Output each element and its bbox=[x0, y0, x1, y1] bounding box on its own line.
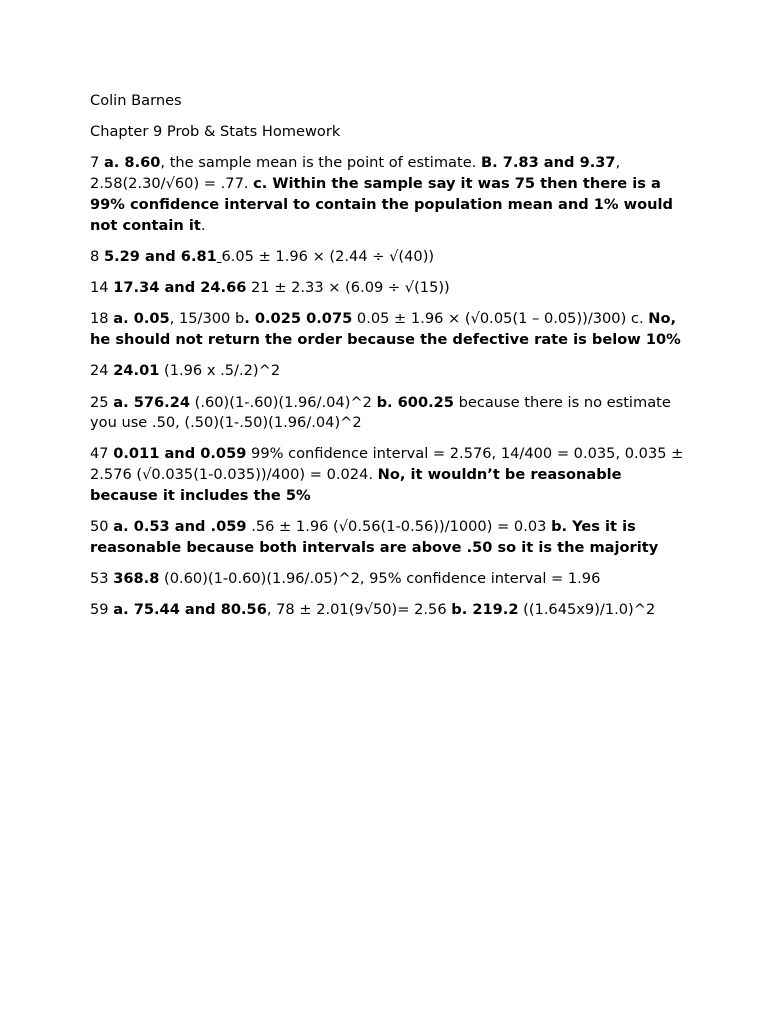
answer-text: b. Yes it is reasonable because both intervals are above .50 so it is the majority bbox=[90, 518, 659, 557]
answer-text: 368.8 bbox=[113, 570, 160, 588]
work-text: .56 ± 1.96 (√0.56(1-0.56))/1000) = 0.03 bbox=[246, 518, 552, 536]
problem-14 bbox=[90, 278, 690, 299]
problem-number: 18 bbox=[90, 310, 109, 328]
work-text: (.60)(1-.60)(1.96/.04)^2 bbox=[190, 393, 377, 411]
work-text: ((1.645x9)/1.0)^2 bbox=[518, 601, 656, 619]
document-title: Chapter 9 Prob & Stats Homework bbox=[90, 123, 341, 141]
answer-text: b. 219.2 bbox=[451, 601, 519, 619]
problem-47 bbox=[90, 444, 690, 506]
author-name: Colin Barnes bbox=[90, 92, 182, 109]
problem-number: 14 bbox=[90, 279, 109, 297]
work-text: 21 ± 2.33 × (6.09 ÷ √(15)) bbox=[246, 279, 450, 297]
answer-text: No, it wouldn’t be reasonable because it includes the 5% bbox=[90, 466, 622, 505]
work-text: , 15/300 b bbox=[169, 310, 245, 328]
work-text: (1.96 x .5/.2)^2 bbox=[159, 362, 281, 380]
work-text: , 2.58(2.30/√60) = .77. bbox=[90, 154, 621, 193]
problem-list bbox=[90, 153, 690, 621]
problem-number: 24 bbox=[90, 362, 109, 380]
problem-25 bbox=[90, 393, 690, 435]
work-text: , 78 ± 2.01(9√50)= 2.56 bbox=[266, 601, 452, 619]
problem-number: 50 bbox=[90, 518, 109, 536]
work-text: (0.60)(1-0.60)(1.96/.05)^2, 95% confidence interval = 1.96 bbox=[159, 570, 601, 588]
work-text: , the sample mean is the point of estimate. bbox=[160, 154, 481, 172]
problem-number: 59 bbox=[90, 601, 109, 619]
document-page bbox=[90, 91, 690, 632]
work-text: 99% confidence interval = 2.576, 14/400 = 0.035, 0.035 ± 2.576 (√0.035(1-0.035))/400) = 0.024. bbox=[90, 445, 684, 484]
problem-50 bbox=[90, 517, 690, 559]
problem-7 bbox=[90, 153, 690, 236]
answer-text: c. Within the sample say it was 75 then there is a 99% confidence interval to contain the population mean and 1% would not contain it bbox=[90, 175, 673, 234]
problem-59 bbox=[90, 600, 690, 621]
problem-number: 7 bbox=[90, 154, 100, 172]
work-text: because there is no estimate you use .50, (.50)(1-.50)(1.96/.04)^2 bbox=[90, 393, 671, 432]
work-text: 0.05 ± 1.96 × (√0.05(1 – 0.05))/300) c. bbox=[352, 310, 649, 328]
answer-text: B. 7.83 and 9.37 bbox=[480, 154, 616, 172]
answer-text: a. 0.05 bbox=[113, 310, 170, 328]
problem-number: 53 bbox=[90, 570, 109, 588]
problem-number: 25 bbox=[90, 393, 109, 411]
answer-text: 24.01 bbox=[113, 362, 160, 380]
problem-18 bbox=[90, 309, 690, 351]
answer-text: a. 75.44 and 80.56 bbox=[113, 601, 267, 619]
answer-text: 5.29 and 6.81 bbox=[103, 247, 217, 265]
work-text: . bbox=[200, 216, 206, 234]
answer-text: 17.34 and 24.66 bbox=[113, 279, 247, 297]
problem-number: 8 bbox=[90, 247, 100, 265]
answer-text: a. 0.53 and .059 bbox=[113, 518, 247, 536]
problem-53 bbox=[90, 569, 690, 590]
answer-text: a. 8.60 bbox=[103, 154, 161, 172]
answer-text: 0.011 and 0.059 bbox=[113, 445, 247, 463]
problem-number: 47 bbox=[90, 445, 109, 463]
answer-text: a. 576.24 bbox=[113, 393, 191, 411]
problem-8 bbox=[90, 247, 690, 268]
answer-text: No, he should not return the order because the defective rate is below 10% bbox=[90, 310, 681, 349]
answer-text: . 0.025 0.075 bbox=[244, 310, 353, 328]
work-text: 6.05 ± 1.96 × (2.44 ÷ √(40)) bbox=[221, 247, 435, 265]
answer-text: b. 600.25 bbox=[376, 393, 454, 411]
problem-24 bbox=[90, 361, 690, 382]
